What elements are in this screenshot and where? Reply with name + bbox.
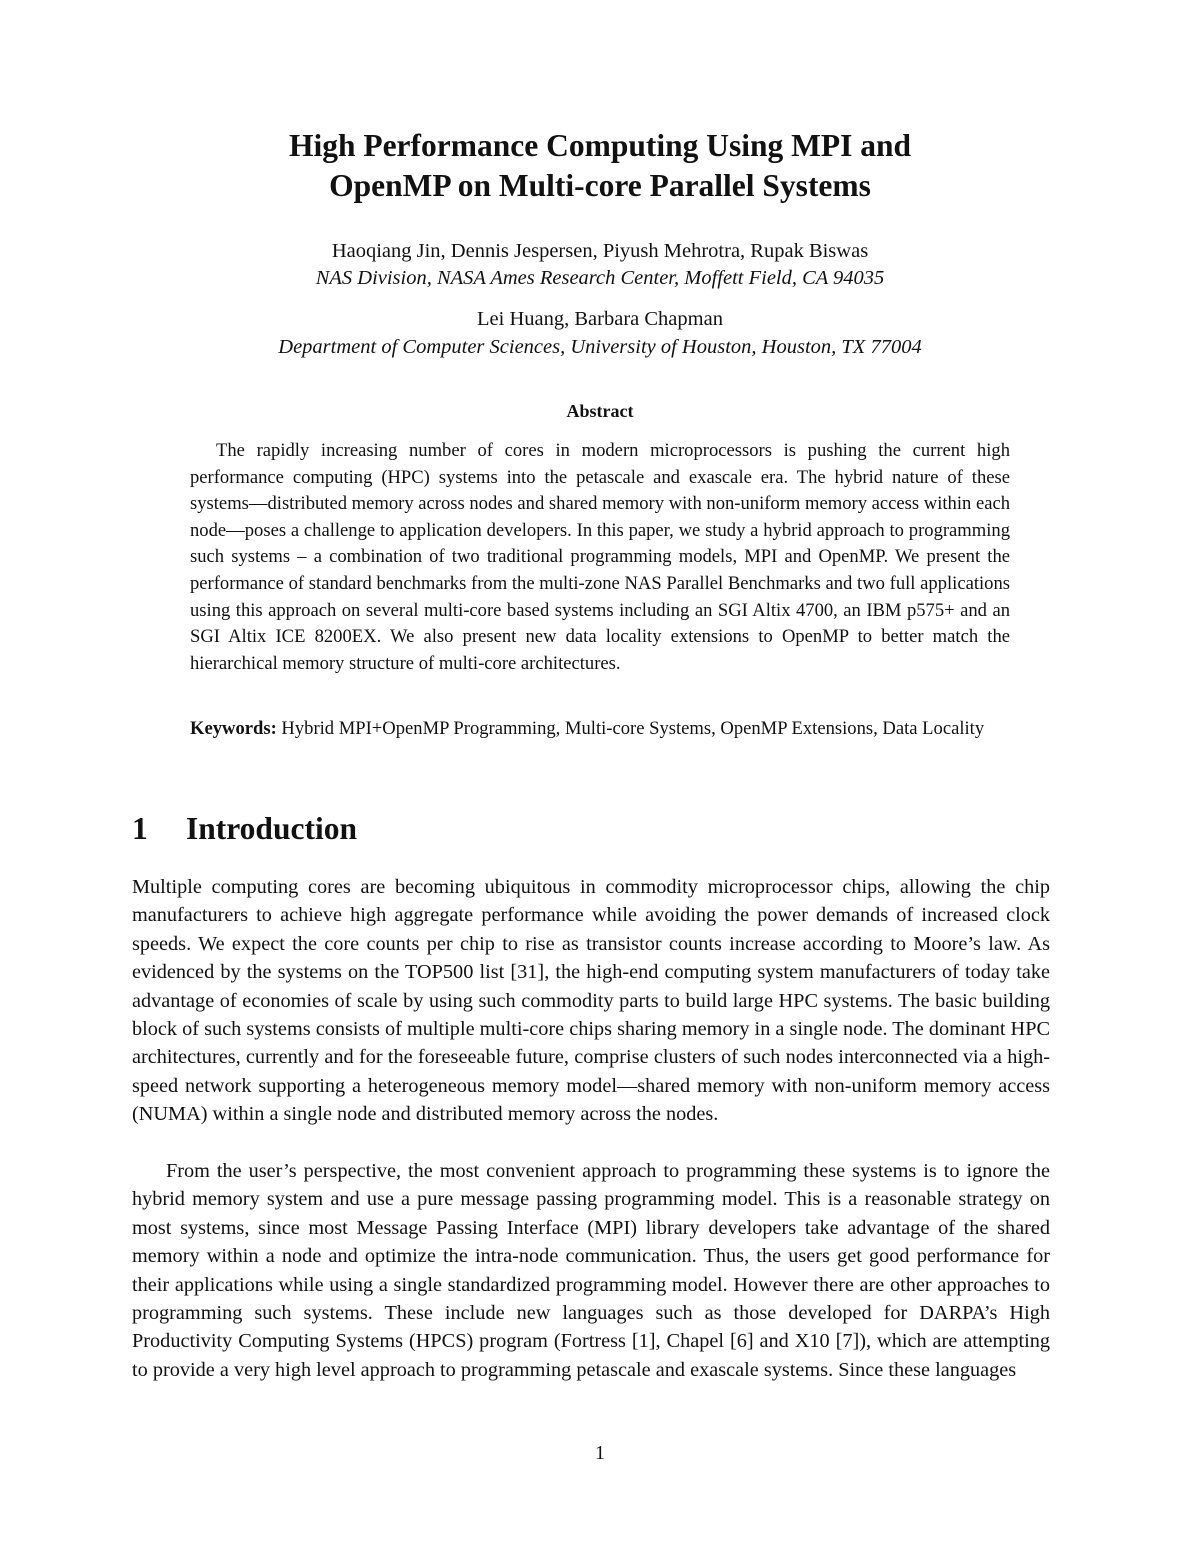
affiliation-1: NAS Division, NASA Ames Research Center, Moffett Field, CA 94035 <box>315 267 885 289</box>
section-heading-introduction <box>132 808 357 850</box>
intro-paragraph-2: From the user’s perspective, the most convenient approach to programming these systems is to ignore the hybrid memory system and use a pure message passing programming model. This is a reasonable strategy on most systems, since most Message Passing Interface (MPI) library developers take advantage of the shared memory within a node and optimize the intra-node communication. Thus, the users get good performance for their applications while using a single standardized programming model. However there are other approaches to programming such systems. These include new languages such as those developed for DARPA’s High Productivity Computing Systems (HPCS) program (Fortress [1], Chapel [6] and X10 [7]), which are attempting to provide a very high level approach to programming petascale and exascale systems. Since these languages <box>132 1160 1050 1381</box>
section-number: 1 <box>132 811 148 846</box>
intro-paragraph-1: Multiple computing cores are becoming ubiquitous in commodity microprocessor chips, allowing the chip manufacturers to achieve high aggregate performance while avoiding the power demands of increased clock speeds. We expect the core counts per chip to rise as transistor counts increase according to Moore’s law. As evidenced by the systems on the TOP500 list [31], the high-end computing system manufacturers of today take advantage of economies of scale by using such commodity parts to build large HPC systems. The basic building block of such systems consists of multiple multi-core chips sharing memory in a single node. The dominant HPC architectures, currently and for the foreseeable future, comprise clusters of such nodes interconnected via a high-speed network supporting a heterogeneous memory model—shared memory with non-uniform memory access (NUMA) within a single node and distributed memory across the nodes. <box>132 876 1050 1126</box>
paper-title-line-1: High Performance Computing Using MPI and <box>288 128 912 163</box>
keywords <box>190 716 1010 743</box>
keywords-text: Hybrid MPI+OpenMP Programming, Multi-core Systems, OpenMP Extensions, Data Locality <box>281 718 985 739</box>
page-number: 1 <box>595 1442 605 1464</box>
abstract-text: The rapidly increasing number of cores in modern microprocessors is pushing the current high performance computing (HPC) systems into the petascale and exascale era. The hybrid nature of these systems—distributed memory across nodes and shared memory with non-uniform memory access within each node—poses a challenge to application developers. In this paper, we study a hybrid approach to programming such systems – a combination of two traditional programming models, MPI and OpenMP. We present the performance of standard benchmarks from the multi-zone NAS Parallel Benchmarks and two full applications using this approach on several multi-core based systems including an SGI Altix 4700, an IBM p575+ and an SGI Altix ICE 8200EX. We also present new data locality extensions to OpenMP to better match the hierarchical memory structure of multi-core architectures. <box>190 440 1011 674</box>
author-list-2: Lei Huang, Barbara Chapman <box>477 308 723 330</box>
section-title: Introduction <box>186 811 357 846</box>
abstract-heading: Abstract <box>566 401 634 421</box>
affiliation-2: Department of Computer Sciences, University of Houston, Houston, TX 77004 <box>278 336 922 358</box>
keywords-label: Keywords: <box>190 718 277 739</box>
paper-title <box>0 126 1200 206</box>
author-list-1: Haoqiang Jin, Dennis Jespersen, Piyush Mehrotra, Rupak Biswas <box>331 240 869 262</box>
paper-title-line-2: OpenMP on Multi-core Parallel Systems <box>329 168 871 203</box>
